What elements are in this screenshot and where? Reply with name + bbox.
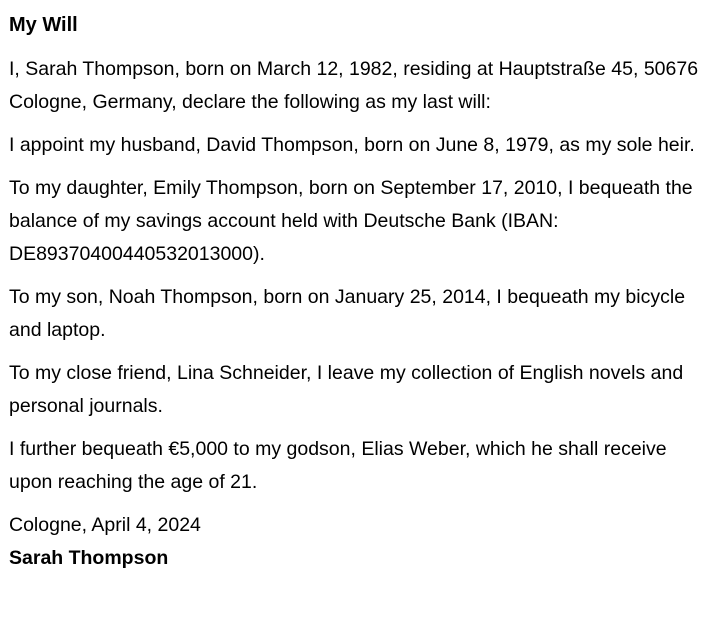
signature-name: Sarah Thompson [9, 547, 169, 569]
paragraph-godson-bequest: I further bequeath €5,000 to my godson, Elias Weber, which he shall receive upon reaching the age of 21. [9, 438, 667, 493]
document-title: My Will [9, 14, 78, 36]
paragraph-daughter-bequest: To my daughter, Emily Thompson, born on September 17, 2010, I bequeath the balance of my savings account held with Deutsche Bank (IBAN: DE89370400440532013000). [9, 177, 693, 265]
paragraph-friend-bequest: To my close friend, Lina Schneider, I leave my collection of English novels and personal journals. [9, 362, 684, 417]
paragraph-sole-heir: I appoint my husband, David Thompson, born on June 8, 1979, as my sole heir. [9, 134, 695, 156]
paragraph-son-bequest: To my son, Noah Thompson, born on January 25, 2014, I bequeath my bicycle and laptop. [9, 286, 686, 341]
place-and-date: Cologne, April 4, 2024 [9, 514, 201, 536]
paragraph-declaration: I, Sarah Thompson, born on March 12, 1982, residing at Hauptstraße 45, 50676 Cologne, Germany, declare the following as my last will: [9, 58, 699, 113]
